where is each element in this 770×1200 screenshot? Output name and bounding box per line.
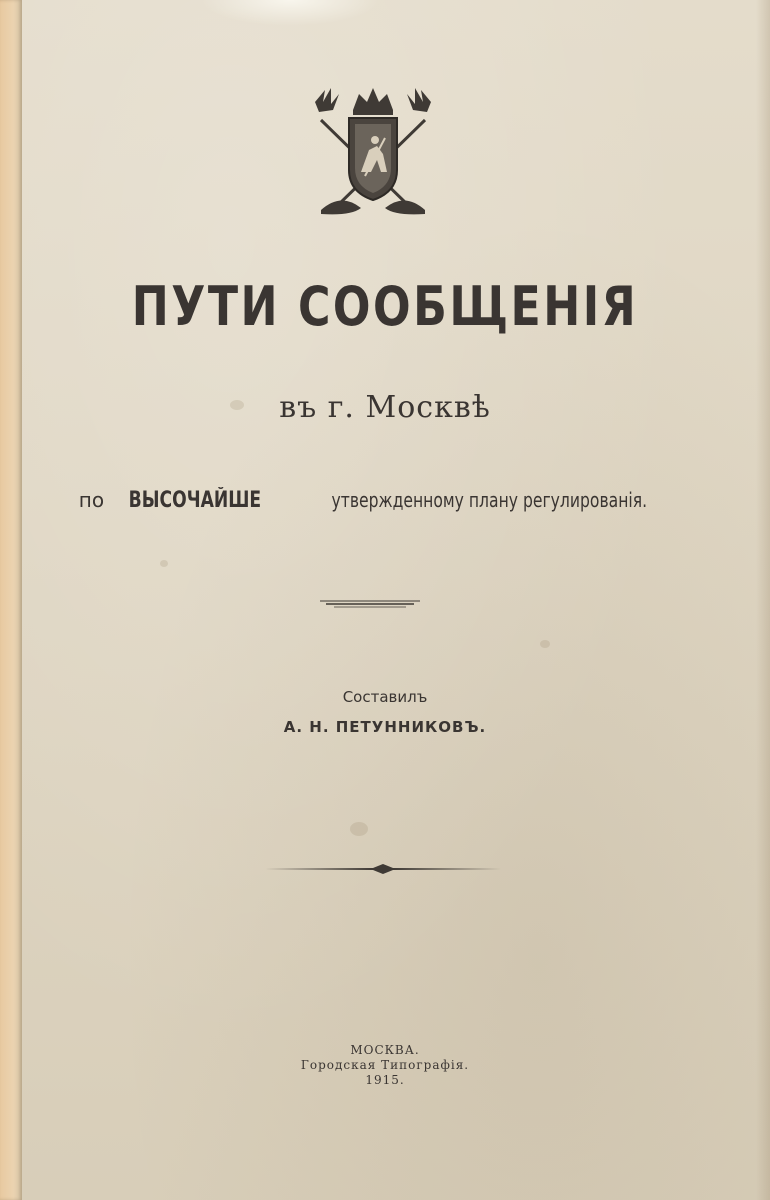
imprint-year: 1915. xyxy=(365,1073,405,1087)
imprint-city: МОСКВА. xyxy=(350,1043,420,1057)
moscow-city-coat-of-arms-icon xyxy=(311,80,435,222)
document-description xyxy=(0,488,770,513)
paper-wear-mark xyxy=(200,0,380,26)
document-title: ПУТИ СООБЩЕНІЯ xyxy=(131,275,639,338)
author-name: А. Н. ПЕТУННИКОВЪ. xyxy=(283,718,487,736)
ornamental-line-divider-icon xyxy=(265,862,501,876)
description-prefix: по xyxy=(78,488,105,512)
page-edge-left xyxy=(0,0,22,1200)
compiled-by-label: Составилъ xyxy=(342,688,428,706)
paper-stain xyxy=(350,822,368,836)
description-rest: утвержденному плану регулированія. xyxy=(331,488,647,512)
page-edge-right xyxy=(756,0,770,1200)
description-emphasis: ВЫСОЧАЙШЕ xyxy=(129,488,262,513)
document-subtitle: въ г. Москвѣ xyxy=(279,390,491,425)
double-line-divider-icon xyxy=(320,598,420,610)
imprint-press: Городская Типографія. xyxy=(300,1058,470,1072)
imprint xyxy=(0,1043,770,1088)
paper-stain xyxy=(540,640,550,648)
paper-stain xyxy=(160,560,168,567)
